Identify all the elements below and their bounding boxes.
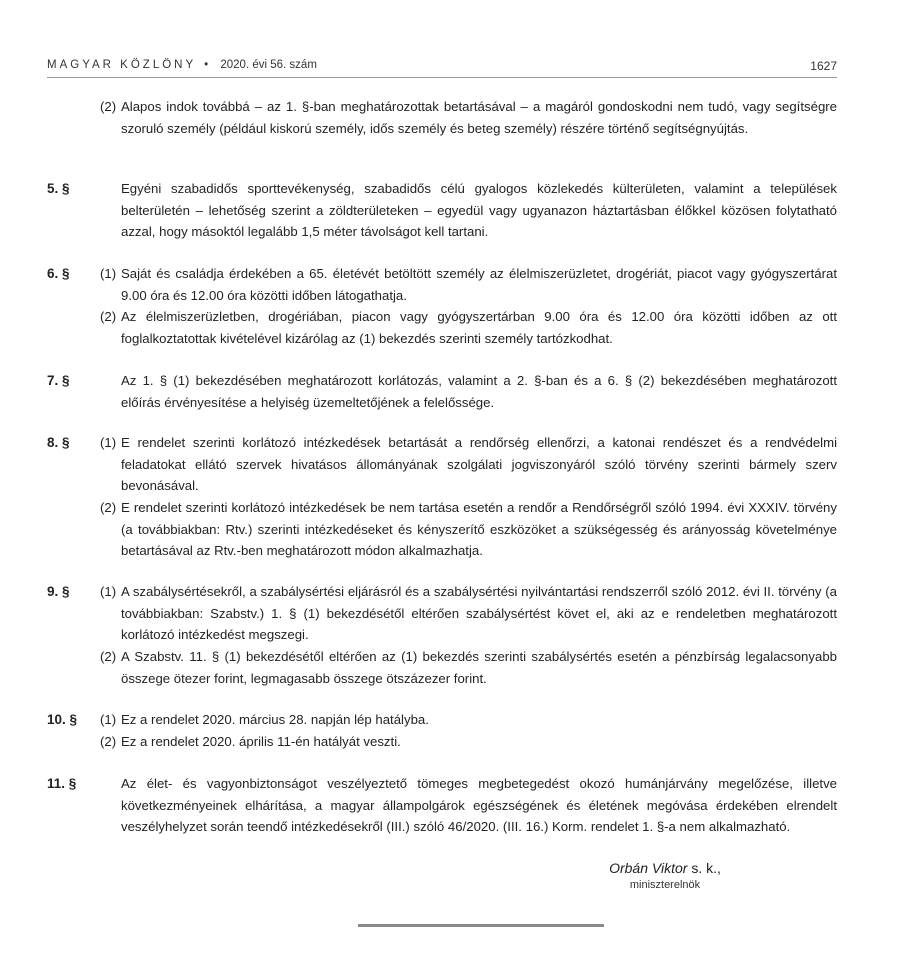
subsection-number: (2) bbox=[100, 500, 117, 515]
header-separator: • bbox=[204, 59, 209, 71]
section-number: 8. § bbox=[47, 435, 70, 450]
publication-header bbox=[47, 59, 317, 71]
subsection bbox=[100, 646, 837, 689]
signatory bbox=[560, 860, 770, 876]
subsection-text: A Szabstv. 11. § (1) bekezdésétől eltérően az (1) bekezdés szerinti szabálysértés esetén a pénzbírság legalacsonyabb összege ötezer forint, legmagasabb összege ötszázezer forint. bbox=[121, 649, 837, 686]
subsection-number: (1) bbox=[100, 584, 117, 599]
subsection-text: Alapos indok továbbá – az 1. §-ban meghatározottak betartásával – a magáról gondoskodni nem tudó, vagy segítségre szoruló személy (például kiskorú személy, idős személy és beteg személy) részére történő segítségnyújtás. bbox=[121, 99, 837, 136]
subsection-text: A szabálysértésekről, a szabálysértési eljárásról és a szabálysértési nyilvántartási rendszerről szóló 2012. évi II. törvény (a továbbiakban: Szabstv.) 1. § (1) bekezdésétől eltérően szabálysértést követ el, aki az e rendeletben meghatározott korlátozó intézkedést megszegi. bbox=[121, 584, 837, 642]
signatory-title: miniszterelnök bbox=[629, 879, 701, 891]
subsection bbox=[100, 709, 837, 731]
section-number: 5. § bbox=[47, 181, 70, 196]
section-number: 10. § bbox=[47, 712, 78, 727]
subsection-text: Az élelmiszerüzletben, drogériában, piacon vagy gyógyszertárban 9.00 óra és 12.00 óra közötti időben az ott foglalkoztatottak kivételével kizárólag az (1) bekezdés szerinti személy tartózkodhat. bbox=[121, 309, 837, 346]
subsection-text: E rendelet szerinti korlátozó intézkedések be nem tartása esetén a rendőr a Rendőrségről szóló 1994. évi XXXIV. törvény (a továbbiakban: Rtv.) szerinti intézkedéseket és kényszerítő eszközöket a szükségesség és arányosság követelménye betartásával az Rtv.-ben meghatározott módon alkalmazhatja. bbox=[121, 500, 837, 558]
subsection-number: (1) bbox=[100, 266, 117, 281]
section-text: Az 1. § (1) bekezdésében meghatározott korlátozás, valamint a 2. §-ban és a 6. § (2) bekezdésében meghatározott előírás érvényesítése a helyiség üzemeltetőjének a felelőssége. bbox=[121, 373, 837, 410]
subsection bbox=[100, 581, 837, 646]
section-text: Az élet- és vagyonbiztonságot veszélyeztető tömeges megbetegedést okozó humánjárvány megelőzése, illetve következményeinek elhárítása, a magyar állampolgárok egészségének és életének megóvása érdekében elrendelt veszélyhelyzet során teendő intézkedésekről (III.) szóló 46/2020. (III. 16.) Korm. rendelet 1. §-a nem alkalmazható. bbox=[121, 776, 837, 834]
subsection-number: (2) bbox=[100, 649, 117, 664]
subsection-text: Saját és családja érdekében a 65. életévét betöltött személy az élelmiszerüzletet, drogériát, piacot vagy gyógyszertárat 9.00 óra és 12.00 óra közötti időben látogathatja. bbox=[121, 266, 837, 303]
subsection-number: (1) bbox=[100, 712, 117, 727]
issue-number: 2020. évi 56. szám bbox=[220, 59, 317, 71]
page-number: 1627 bbox=[810, 59, 837, 73]
subsection bbox=[100, 731, 837, 753]
section-number: 7. § bbox=[47, 373, 70, 388]
subsection bbox=[100, 96, 837, 139]
subsection-number: (2) bbox=[100, 734, 117, 749]
signature-block bbox=[560, 860, 770, 891]
subsection-number: (2) bbox=[100, 99, 117, 114]
section-number: 9. § bbox=[47, 584, 70, 599]
subsection bbox=[100, 306, 837, 349]
subsection-text: Ez a rendelet 2020. április 11-én hatályát veszti. bbox=[121, 734, 401, 749]
subsection-text: E rendelet szerinti korlátozó intézkedések betartását a rendőrség ellenőrzi, a katonai rendészet és a rendvédelmi feladatokat ellátó szervek hivatásos állományának szolgálati jogviszonyáról szóló törvény szerinti bármely szerv bevonásával. bbox=[121, 435, 837, 493]
signature-suffix: s. k., bbox=[687, 860, 721, 876]
subsection bbox=[100, 432, 837, 497]
closing-divider bbox=[358, 924, 604, 927]
section-number: 6. § bbox=[47, 266, 70, 281]
page-header bbox=[47, 57, 837, 78]
subsection bbox=[100, 263, 837, 306]
subsection-number: (2) bbox=[100, 309, 117, 324]
publication-name: MAGYAR KÖZLÖNY bbox=[47, 59, 196, 71]
signatory-name: Orbán Viktor bbox=[609, 860, 688, 876]
subsection-number: (1) bbox=[100, 435, 117, 450]
section-number: 11. § bbox=[47, 776, 77, 791]
subsection-text: Ez a rendelet 2020. március 28. napján lép hatályba. bbox=[121, 712, 429, 727]
section-text: Egyéni szabadidős sporttevékenység, szabadidős célú gyalogos közlekedés külterületen, valamint a települések belterületén – lehetőség szerint a zöldterületeken – egyedül vagy ugyanazon háztartásban élőkkel közösen folytatható azzal, hogy másoktól legalább 1,5 méter távolságot kell tartani. bbox=[121, 181, 837, 239]
subsection bbox=[100, 497, 837, 562]
